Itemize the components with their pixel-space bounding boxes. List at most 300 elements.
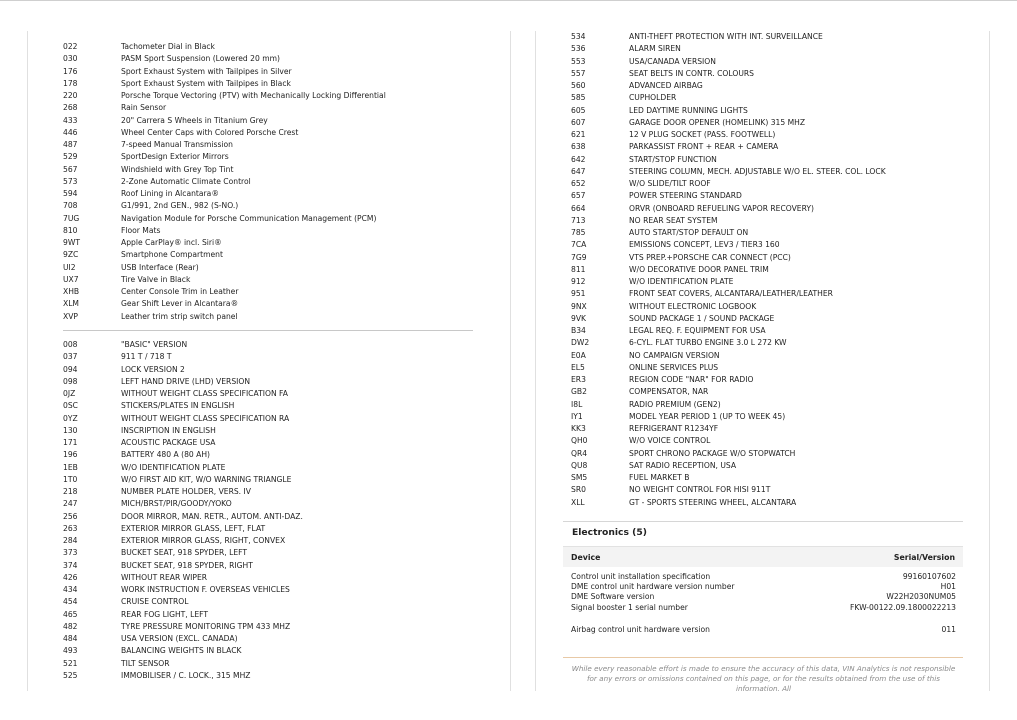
option-code: XLM xyxy=(63,299,79,309)
option-code: KK3 xyxy=(571,424,586,433)
option-description: EXTERIOR MIRROR GLASS, LEFT, FLAT xyxy=(121,523,266,533)
column-header-device: Device xyxy=(571,553,601,562)
option-row xyxy=(63,127,483,139)
option-code: 638 xyxy=(571,142,586,152)
option-description: SAT RADIO RECEPTION, USA xyxy=(629,460,737,470)
option-row xyxy=(571,448,981,460)
option-description: PASM Sport Suspension (Lowered 20 mm) xyxy=(121,54,280,64)
option-description: BUCKET SEAT, 918 SPYDER, LEFT xyxy=(121,548,248,558)
option-row xyxy=(571,154,981,166)
option-code: 218 xyxy=(63,487,78,496)
option-row xyxy=(571,374,981,386)
option-code: 171 xyxy=(63,438,78,447)
option-description: TILT SENSOR xyxy=(121,658,170,668)
option-row xyxy=(63,351,483,363)
option-code: 573 xyxy=(63,176,78,186)
option-description: W/O DECORATIVE DOOR PANEL TRIM xyxy=(629,264,769,274)
option-code: 713 xyxy=(571,215,586,225)
option-row xyxy=(63,437,483,449)
option-code: IY1 xyxy=(571,411,583,421)
option-code: 525 xyxy=(63,670,78,680)
option-row xyxy=(63,151,483,163)
option-description: EMISSIONS CONCEPT, LEV3 / TIER3 160 xyxy=(629,240,780,250)
serial-version: H01 xyxy=(940,582,956,592)
option-code: E0A xyxy=(571,350,586,360)
option-code: 484 xyxy=(63,634,78,643)
option-row xyxy=(63,262,483,274)
option-row xyxy=(63,670,483,682)
option-row xyxy=(571,435,981,447)
option-description: RADIO PREMIUM (GEN2) xyxy=(629,399,721,409)
option-row xyxy=(571,252,981,264)
option-description: SPORT CHRONO PACKAGE W/O STOPWATCH xyxy=(629,448,796,458)
option-code: 037 xyxy=(63,352,78,362)
serial-version: FKW-00122.09.1800022213 xyxy=(850,602,956,612)
option-code: 268 xyxy=(63,103,78,113)
option-code: 465 xyxy=(63,609,78,619)
option-description: CUPHOLDER xyxy=(629,93,677,103)
device-name: DME control unit hardware version number xyxy=(571,582,735,592)
option-code: XVP xyxy=(63,311,78,321)
option-description: Wheel Center Caps with Colored Porsche Crest xyxy=(121,127,299,137)
standard-codes-list-continued xyxy=(571,31,981,509)
option-description: Rain Sensor xyxy=(121,103,167,113)
option-code: ER3 xyxy=(571,375,586,384)
option-description: ORVR (ONBOARD REFUELING VAPOR RECOVERY) xyxy=(629,203,814,213)
option-row xyxy=(571,227,981,239)
option-description: 911 T / 718 T xyxy=(121,352,172,362)
option-row xyxy=(571,423,981,435)
option-row xyxy=(571,166,981,178)
option-row xyxy=(571,31,981,43)
disclaimer-text: While every reasonable effort is made to ensure the accuracy of this data, VIN Analytics is not responsible for any errors or omissions contained on this page, or for the results obtained from the use of this information. All xyxy=(571,664,956,693)
option-row xyxy=(63,449,483,461)
option-row xyxy=(63,286,483,298)
option-row xyxy=(63,237,483,249)
option-row xyxy=(571,43,981,55)
option-description: TYRE PRESSURE MONITORING TPM 433 MHZ xyxy=(121,621,291,631)
option-row xyxy=(63,78,483,90)
option-row xyxy=(63,388,483,400)
option-row xyxy=(63,188,483,200)
option-row xyxy=(571,325,981,337)
option-row xyxy=(571,362,981,374)
option-description: W/O VOICE CONTROL xyxy=(629,436,711,446)
option-description: LED DAYTIME RUNNING LIGHTS xyxy=(629,105,748,115)
option-code: 454 xyxy=(63,597,78,607)
option-row xyxy=(63,523,483,535)
option-row xyxy=(63,633,483,645)
option-description: AUTO START/STOP DEFAULT ON xyxy=(629,228,749,237)
option-description: Windshield with Grey Top Tint xyxy=(121,164,234,174)
option-row xyxy=(63,311,483,323)
option-code: 647 xyxy=(571,166,586,176)
option-row xyxy=(571,337,981,349)
option-description: Apple CarPlay® incl. Siri® xyxy=(121,238,222,247)
option-row xyxy=(571,105,981,117)
option-description: REGION CODE "NAR" FOR RADIO xyxy=(629,375,754,384)
option-row xyxy=(571,484,981,496)
option-code: 536 xyxy=(571,44,586,54)
option-description: REFRIGERANT R1234YF xyxy=(629,424,719,433)
option-code: 708 xyxy=(63,201,78,211)
option-description: Floor Mats xyxy=(121,225,161,235)
option-row xyxy=(571,264,981,276)
option-row xyxy=(63,102,483,114)
electronics-row xyxy=(571,625,956,635)
option-code: 521 xyxy=(63,658,78,668)
option-row xyxy=(63,462,483,474)
option-description: GT - SPORTS STEERING WHEEL, ALCANTARA xyxy=(629,497,797,507)
option-row xyxy=(63,596,483,608)
option-description: NO REAR SEAT SYSTEM xyxy=(629,215,718,225)
option-code: SM5 xyxy=(571,473,588,482)
disclaimer-divider xyxy=(563,657,963,658)
option-description: Center Console Trim in Leather xyxy=(121,287,239,296)
option-description: ALARM SIREN xyxy=(629,44,681,54)
option-description: USA VERSION (EXCL. CANADA) xyxy=(121,634,238,643)
option-description: MODEL YEAR PERIOD 1 (UP TO WEEK 45) xyxy=(629,411,786,421)
option-code: 098 xyxy=(63,376,78,386)
electronics-row xyxy=(571,572,956,582)
option-description: WORK INSTRUCTION F. OVERSEAS VEHICLES xyxy=(121,585,290,594)
option-code: I8L xyxy=(571,399,583,409)
option-row xyxy=(63,249,483,261)
option-row xyxy=(63,498,483,510)
option-code: 811 xyxy=(571,264,586,274)
option-description: W/O IDENTIFICATION PLATE xyxy=(629,277,734,286)
option-description: 6-CYL. FLAT TURBO ENGINE 3.0 L 272 KW xyxy=(629,338,787,348)
option-row xyxy=(63,609,483,621)
option-row xyxy=(571,460,981,472)
device-name: Control unit installation specification xyxy=(571,572,711,581)
top-border xyxy=(0,0,1017,1)
option-row xyxy=(63,53,483,65)
electronics-row xyxy=(571,582,956,592)
option-code: 0YZ xyxy=(63,413,78,423)
option-code: 9ZC xyxy=(63,250,79,260)
device-name: Airbag control unit hardware version xyxy=(571,625,710,634)
option-row xyxy=(571,239,981,251)
option-description: SOUND PACKAGE 1 / SOUND PACKAGE xyxy=(629,313,775,323)
option-code: 642 xyxy=(571,154,586,164)
column-header-serial: Serial/Version xyxy=(893,553,955,562)
option-code: 534 xyxy=(571,32,586,41)
option-description: MICH/BRST/PIR/GOODY/YOKO xyxy=(121,499,232,509)
option-description: SportDesign Exterior Mirrors xyxy=(121,152,229,162)
option-code: QU8 xyxy=(571,460,588,470)
option-row xyxy=(571,68,981,80)
option-description: FRONT SEAT COVERS, ALCANTARA/LEATHER/LEATHER xyxy=(629,289,833,299)
option-description: Sport Exhaust System with Tailpipes in Black xyxy=(121,78,291,88)
option-row xyxy=(571,215,981,227)
option-code: 560 xyxy=(571,81,586,90)
electronics-row xyxy=(571,603,956,623)
option-row xyxy=(63,225,483,237)
option-code: 247 xyxy=(63,499,78,509)
option-row xyxy=(63,645,483,657)
option-description: EXTERIOR MIRROR GLASS, RIGHT, CONVEX xyxy=(121,536,286,545)
option-row xyxy=(63,115,483,127)
option-description: POWER STEERING STANDARD xyxy=(629,191,742,201)
option-row xyxy=(571,129,981,141)
option-description: BUCKET SEAT, 918 SPYDER, RIGHT xyxy=(121,560,253,570)
option-description: 20" Carrera S Wheels in Titanium Grey xyxy=(121,115,268,125)
option-code: 621 xyxy=(571,130,586,139)
option-description: WITHOUT WEIGHT CLASS SPECIFICATION FA xyxy=(121,389,288,398)
option-code: 374 xyxy=(63,560,78,570)
option-description: ACOUSTIC PACKAGE USA xyxy=(121,438,216,447)
option-row xyxy=(571,301,981,313)
option-code: 030 xyxy=(63,54,78,64)
option-row xyxy=(63,511,483,523)
option-code: 482 xyxy=(63,621,78,631)
option-code: 9VK xyxy=(571,313,587,323)
electronics-row xyxy=(571,592,956,602)
option-row xyxy=(63,658,483,670)
option-description: BALANCING WEIGHTS IN BLACK xyxy=(121,646,242,656)
option-row xyxy=(571,92,981,104)
option-code: 022 xyxy=(63,42,78,51)
option-description: 2-Zone Automatic Climate Control xyxy=(121,176,251,186)
option-code: 567 xyxy=(63,164,78,174)
option-code: 284 xyxy=(63,536,78,545)
serial-version: 99160107602 xyxy=(902,572,956,581)
option-description: 12 V PLUG SOCKET (PASS. FOOTWELL) xyxy=(629,130,776,139)
option-description: START/STOP FUNCTION xyxy=(629,154,717,164)
option-code: GB2 xyxy=(571,387,587,397)
option-description: LOCK VERSION 2 xyxy=(121,364,185,374)
option-code: 176 xyxy=(63,66,78,76)
option-description: WITHOUT WEIGHT CLASS SPECIFICATION RA xyxy=(121,413,290,423)
option-code: 130 xyxy=(63,425,78,435)
option-row xyxy=(571,178,981,190)
option-code: 256 xyxy=(63,511,78,521)
option-code: 594 xyxy=(63,189,78,198)
left-page xyxy=(27,31,511,691)
option-row xyxy=(63,176,483,188)
section-divider xyxy=(563,521,963,522)
option-row xyxy=(63,41,483,53)
right-page xyxy=(535,31,990,691)
option-row xyxy=(571,497,981,509)
option-code: 951 xyxy=(571,289,586,299)
serial-version: W22H2030NUM05 xyxy=(886,592,956,602)
option-description: Roof Lining in Alcantara® xyxy=(121,189,219,198)
option-code: 1T0 xyxy=(63,474,78,484)
option-row xyxy=(571,288,981,300)
option-description: CRUISE CONTROL xyxy=(121,597,189,607)
option-description: VTS PREP.+PORSCHE CAR CONNECT (PCC) xyxy=(629,252,791,262)
option-code: 0JZ xyxy=(63,389,76,398)
option-description: ANTI-THEFT PROTECTION WITH INT. SURVEILLANCE xyxy=(629,32,823,41)
option-code: 657 xyxy=(571,191,586,201)
option-code: 529 xyxy=(63,152,78,162)
option-code: 373 xyxy=(63,548,78,558)
option-row xyxy=(571,276,981,288)
option-code: 1EB xyxy=(63,462,78,472)
option-description: Tire Valve in Black xyxy=(121,274,191,284)
option-description: NO WEIGHT CONTROL FOR HISI 911T xyxy=(629,485,771,495)
option-description: STICKERS/PLATES IN ENGLISH xyxy=(121,401,235,411)
option-code: B34 xyxy=(571,326,586,335)
option-row xyxy=(571,80,981,92)
option-description: NO CAMPAIGN VERSION xyxy=(629,350,720,360)
option-row xyxy=(571,411,981,423)
option-code: UI2 xyxy=(63,262,76,272)
option-row xyxy=(63,486,483,498)
option-code: 487 xyxy=(63,140,78,149)
option-code: 263 xyxy=(63,523,78,533)
option-row xyxy=(63,213,483,225)
option-row xyxy=(63,474,483,486)
option-row xyxy=(63,364,483,376)
option-description: ADVANCED AIRBAG xyxy=(629,81,703,90)
option-row xyxy=(571,203,981,215)
option-code: 196 xyxy=(63,450,78,460)
option-description: STEERING COLUMN, MECH. ADJUSTABLE W/O EL. STEER. COL. LOCK xyxy=(629,166,886,176)
device-name: Signal booster 1 serial number xyxy=(571,602,688,612)
option-row xyxy=(571,117,981,129)
option-row xyxy=(63,274,483,286)
option-row xyxy=(63,139,483,151)
option-code: 605 xyxy=(571,105,586,115)
factory-options-list xyxy=(63,41,483,323)
option-description: BATTERY 480 A (80 AH) xyxy=(121,450,211,460)
option-code: 652 xyxy=(571,179,586,188)
option-description: W/O FIRST AID KIT, W/O WARNING TRIANGLE xyxy=(121,474,292,484)
option-row xyxy=(571,472,981,484)
option-row xyxy=(571,399,981,411)
option-description: REAR FOG LIGHT, LEFT xyxy=(121,609,209,619)
option-code: QH0 xyxy=(571,436,588,446)
option-code: 585 xyxy=(571,93,586,103)
option-description: USB Interface (Rear) xyxy=(121,262,199,272)
option-row xyxy=(63,560,483,572)
option-description: LEGAL REQ. F. EQUIPMENT FOR USA xyxy=(629,326,766,335)
electronics-table xyxy=(571,572,956,635)
option-description: SEAT BELTS IN CONTR. COLOURS xyxy=(629,68,754,78)
option-code: 553 xyxy=(571,56,586,66)
option-description: "BASIC" VERSION xyxy=(121,340,188,349)
option-description: COMPENSATOR, NAR xyxy=(629,387,709,397)
option-code: XHB xyxy=(63,287,80,296)
option-description: FUEL MARKET B xyxy=(629,473,690,482)
option-code: 557 xyxy=(571,68,586,78)
option-code: 664 xyxy=(571,203,586,213)
option-code: 7G9 xyxy=(571,252,587,262)
option-description: IMMOBILISER / C. LOCK., 315 MHZ xyxy=(121,670,251,680)
option-description: USA/CANADA VERSION xyxy=(629,56,716,66)
option-description: Tachometer Dial in Black xyxy=(121,42,215,51)
option-code: 0SC xyxy=(63,401,78,411)
option-code: DW2 xyxy=(571,338,590,348)
option-code: 094 xyxy=(63,364,78,374)
option-description: W/O SLIDE/TILT ROOF xyxy=(629,179,711,188)
option-description: Smartphone Compartment xyxy=(121,250,223,260)
option-code: 9NX xyxy=(571,301,587,311)
option-code: 912 xyxy=(571,277,586,286)
option-description: INSCRIPTION IN ENGLISH xyxy=(121,425,216,435)
option-row xyxy=(63,535,483,547)
option-description: Sport Exhaust System with Tailpipes in Silver xyxy=(121,66,292,76)
option-description: GARAGE DOOR OPENER (HOMELINK) 315 MHZ xyxy=(629,117,806,127)
option-row xyxy=(63,547,483,559)
option-description: DOOR MIRROR, MAN. RETR., AUTOM. ANTI-DAZ. xyxy=(121,511,303,521)
option-code: 434 xyxy=(63,585,78,594)
option-row xyxy=(63,339,483,351)
option-description: G1/991, 2nd GEN., 982 (S-NO.) xyxy=(121,201,239,211)
option-row xyxy=(63,413,483,425)
option-description: PARKASSIST FRONT + REAR + CAMERA xyxy=(629,142,779,152)
option-code: XLL xyxy=(571,497,585,507)
option-description: LEFT HAND DRIVE (LHD) VERSION xyxy=(121,376,251,386)
option-code: UX7 xyxy=(63,274,79,284)
electronics-table-header xyxy=(563,546,963,567)
option-description: Gear Shift Lever in Alcantara® xyxy=(121,299,239,309)
option-row xyxy=(571,190,981,202)
option-description: Leather trim strip switch panel xyxy=(121,311,238,321)
option-row xyxy=(571,56,981,68)
option-code: 810 xyxy=(63,225,78,235)
option-row xyxy=(63,66,483,78)
option-description: NUMBER PLATE HOLDER, VERS. IV xyxy=(121,487,251,496)
option-code: 426 xyxy=(63,572,78,582)
option-row xyxy=(63,572,483,584)
option-code: 433 xyxy=(63,115,78,125)
option-code: 607 xyxy=(571,117,586,127)
option-code: 220 xyxy=(63,91,78,100)
option-code: 9WT xyxy=(63,238,80,247)
option-row xyxy=(63,376,483,388)
option-row xyxy=(63,298,483,310)
option-row xyxy=(63,425,483,437)
option-row xyxy=(571,350,981,362)
option-description: WITHOUT REAR WIPER xyxy=(121,572,208,582)
electronics-title: Electronics (5) xyxy=(572,527,647,538)
option-description: ONLINE SERVICES PLUS xyxy=(629,362,719,372)
option-code: 7CA xyxy=(571,240,587,250)
option-code: 493 xyxy=(63,646,78,656)
option-row xyxy=(63,164,483,176)
standard-codes-list xyxy=(63,339,483,682)
device-name: DME Software version xyxy=(571,592,655,602)
option-code: SR0 xyxy=(571,485,586,495)
option-description: 7-speed Manual Transmission xyxy=(121,140,233,149)
option-code: 178 xyxy=(63,78,78,88)
option-row xyxy=(63,584,483,596)
option-row xyxy=(571,141,981,153)
section-divider xyxy=(63,330,473,331)
option-code: EL5 xyxy=(571,362,585,372)
option-row xyxy=(63,621,483,633)
option-code: 7UG xyxy=(63,213,80,223)
option-code: 785 xyxy=(571,228,586,237)
option-row xyxy=(63,400,483,412)
option-row xyxy=(571,386,981,398)
option-description: Porsche Torque Vectoring (PTV) with Mechanically Locking Differential xyxy=(121,91,386,100)
option-description: WITHOUT ELECTRONIC LOGBOOK xyxy=(629,301,757,311)
option-code: 446 xyxy=(63,127,78,137)
option-code: 008 xyxy=(63,340,78,349)
option-description: Navigation Module for Porsche Communication Management (PCM) xyxy=(121,213,377,223)
option-row xyxy=(63,200,483,212)
option-row xyxy=(571,313,981,325)
option-code: QR4 xyxy=(571,448,588,458)
serial-version: 011 xyxy=(941,625,956,634)
option-description: W/O IDENTIFICATION PLATE xyxy=(121,462,226,472)
option-row xyxy=(63,90,483,102)
